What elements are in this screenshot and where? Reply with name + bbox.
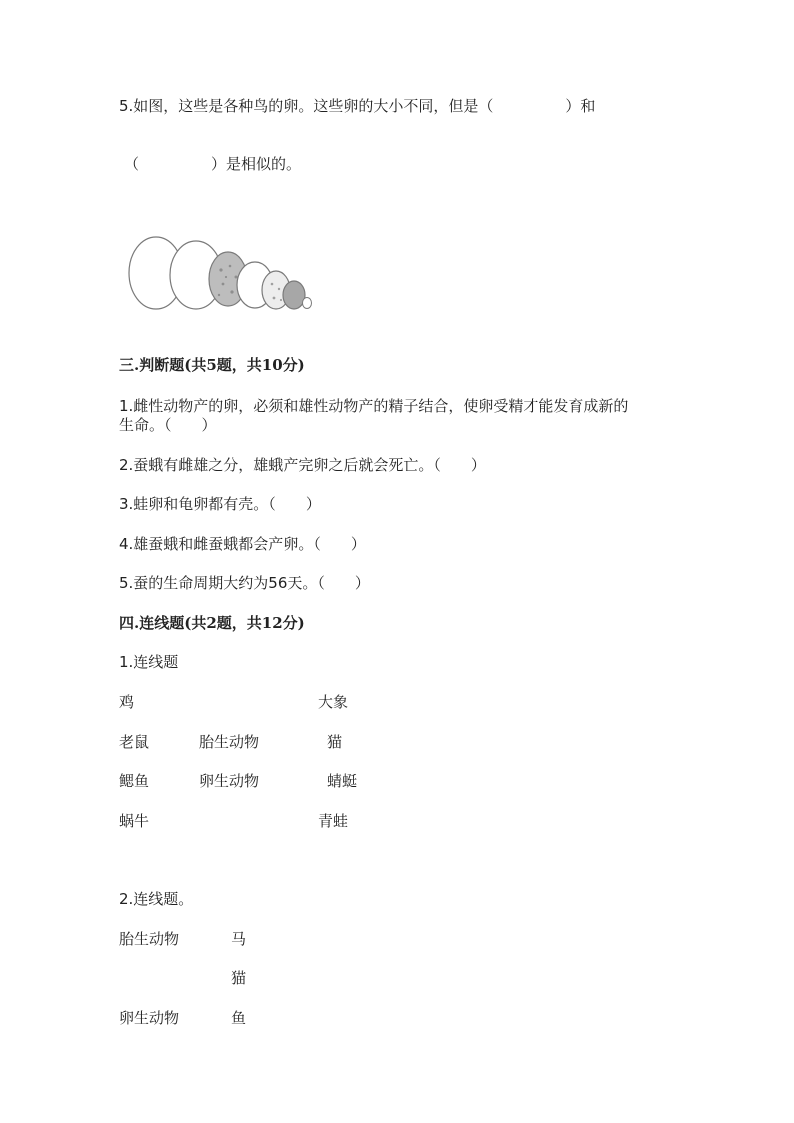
q2-left-1[interactable]: 胎生动物 bbox=[119, 930, 180, 948]
s3-item-1a: 1.雌性动物产的卵，必须和雄性动物产的精子结合，使卵受精才能发育成新的 bbox=[119, 397, 629, 415]
q1-middle-1[interactable]: 胎生动物 bbox=[199, 733, 260, 751]
section4-title: 四.连线题(共2题，共12分) bbox=[119, 614, 305, 632]
q1-left-3[interactable]: 鳃鱼 bbox=[119, 772, 150, 790]
q1-left-4[interactable]: 蜗牛 bbox=[119, 812, 150, 830]
s3-item-5: 5.蚕的生命周期大约为56天。（ ） bbox=[119, 574, 370, 592]
s3-item-3: 3.蛙卵和龟卵都有壳。（ ） bbox=[119, 495, 321, 513]
q5-text-a: 5.如图，这些是各种鸟的卵。这些卵的大小不同，但是（ bbox=[119, 97, 494, 115]
egg-7 bbox=[303, 298, 312, 309]
q2-right-2[interactable]: 猫 bbox=[231, 969, 247, 987]
bird-eggs-icon bbox=[126, 232, 326, 314]
q5-text-b: ）和 bbox=[565, 97, 596, 115]
s4-q2-label: 2.连线题。 bbox=[119, 890, 194, 908]
q1-left-2[interactable]: 老鼠 bbox=[119, 733, 150, 751]
s3-item-1b: 生命。（ ） bbox=[119, 416, 217, 434]
q2-right-1[interactable]: 马 bbox=[231, 930, 247, 948]
q1-middle-2[interactable]: 卵生动物 bbox=[199, 772, 260, 790]
q5-line1 bbox=[119, 96, 595, 116]
s4-q1-label: 1.连线题 bbox=[119, 653, 179, 671]
egg-6 bbox=[283, 281, 305, 309]
q2-left-2[interactable]: 卵生动物 bbox=[119, 1009, 180, 1027]
section3-title: 三.判断题(共5题，共10分) bbox=[119, 356, 305, 374]
q1-left-1[interactable]: 鸡 bbox=[119, 693, 135, 711]
q1-right-2[interactable]: 猫 bbox=[327, 733, 343, 751]
q1-right-4[interactable]: 青蛙 bbox=[318, 812, 349, 830]
q1-right-1[interactable]: 大象 bbox=[318, 693, 349, 711]
q5-line2 bbox=[124, 154, 301, 174]
s3-item-2: 2.蚕蛾有雌雄之分，雄蛾产完卵之后就会死亡。（ ） bbox=[119, 456, 486, 474]
s3-item-4: 4.雄蚕蛾和雌蚕蛾都会产卵。（ ） bbox=[119, 535, 366, 553]
q5-text-d: ）是相似的。 bbox=[211, 155, 302, 173]
q1-right-3[interactable]: 蜻蜓 bbox=[327, 772, 358, 790]
q5-text-c: （ bbox=[124, 155, 140, 173]
q2-right-3[interactable]: 鱼 bbox=[231, 1009, 247, 1027]
